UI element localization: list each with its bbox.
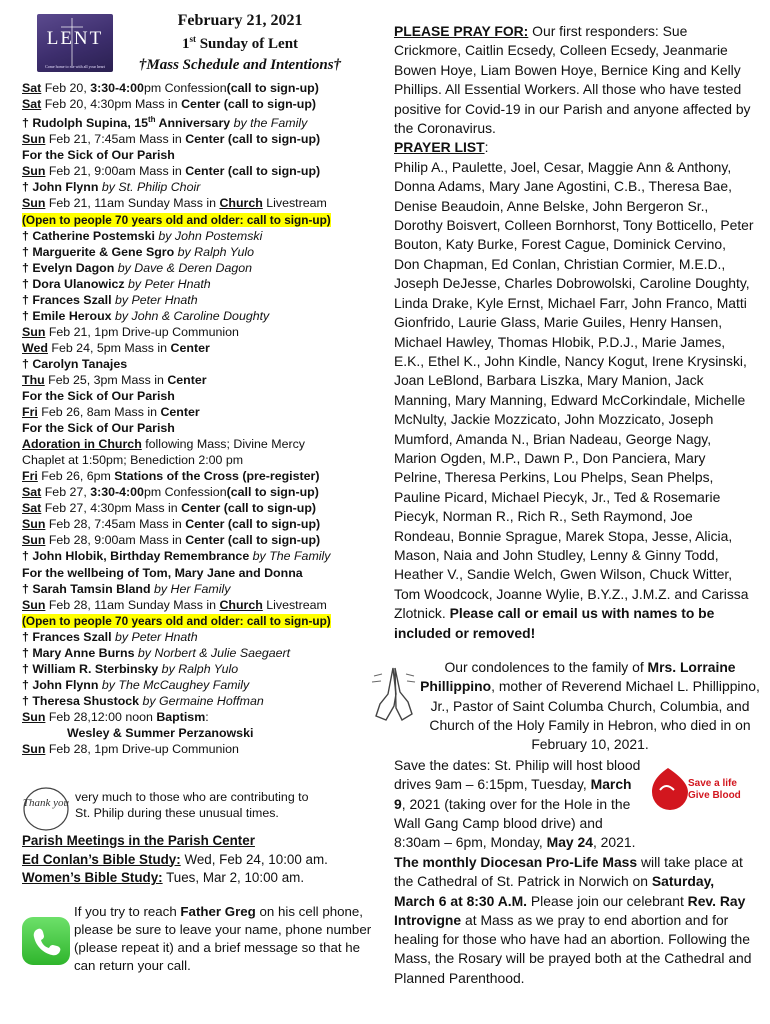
schedule-line: † Dora Ulanowicz by Peter Hnath xyxy=(22,276,211,291)
schedule-line: Wed Feb 24, 5pm Mass in Center xyxy=(22,340,210,355)
blood-logo-line1: Save a life xyxy=(688,778,737,789)
praying-hands-icon xyxy=(368,664,418,724)
parish-meetings xyxy=(22,832,374,888)
schedule-line: † Theresa Shustock by Germaine Hoffman xyxy=(22,693,264,708)
give-blood-logo xyxy=(646,762,746,814)
schedule-line: † Frances Szall by Peter Hnath xyxy=(22,629,198,644)
pro-life-mass-note: The monthly Diocesan Pro-Life Mass will take place at the Cathedral of St. Patrick in Norwich on Saturday, March 6 at 8:30 A.M. Please join our celebrant Rev. Ray Introvigne at Mass as we pray to end abortion and for healing for those who have had an abortion. Following the Mass, the Rosary will be prayed both at the Cathedral and Planned Parenthood. xyxy=(394,854,752,986)
bulletin-date: February 21, 2021 xyxy=(177,12,303,29)
schedule-line: Chaplet at 1:50pm; Benediction 2:00 pm xyxy=(22,453,244,468)
schedule-line: † John Flynn by The McCaughey Family xyxy=(22,677,250,692)
schedule-line: (Open to people 70 years old and older: call to sign-up) xyxy=(22,212,331,227)
prayer-list-names: Philip A., Paulette, Joel, Cesar, Maggie Ann & Anthony, Donna Adams, Mary Jane Agostini, C.B., Theresa Bae, Denise Beaudoin, Anne Belske, John Bergeron Sr., Dorothy Boisvert, Colleen Bornhorst, Tony Botticello, Peter Bouton, Katy Burke, Forest Cague, Dominick Cervino, Don Chapman, Ed Conlan, Christian Cormier, M.E.D., Joseph DeJesse, Charles Dobrowolski, Caroline Doughty, Linda Drake, Kyle Ernst, Michael Farr, John Franco, Matti Gionfrido, Laurie Glass, Marie Guiles, Henry Hansen, Michael Hawley, Thomas Hlobik, P.D.J., Marie James, E.K., Ethel K., John Kindle, Nancy Kogut, Irene Krysinski, Joan LeBlond, Barbara Liszka, Mary Manion, Jack Manning, Mary Manning, Edward McCorkindale, Michelle McNulty, Jackie Mozzicato, John Mozzicato, Joseph Mumford, Amanda N., Brian Nadeau, George Nagy, Marion Ogden, M.P., Dawn P., Don Panciera, Mary Pelrine, Theresa Perkins, Lou Phelps, Sean Phelps, Pauline Picard, Michael Piecyk, Jr., Ted & Rosemarie Piecyk, Norman R., Rich R., Seth Raymond, Joe Rondeau, Bonnie Sprague, Marek Stopa, Jesse, Alicia, Mason, Naia and John Studley, Lenny & Ginny Todd, Heather V., Sandie Welch, Gwen Wilson, Chuck Witter, Tom Woodcock, Joanne Wylie, B.Y.Z., J.M.Z. and Carissa Zlotnick. Please call or email us with names to be included or removed! xyxy=(394,158,754,641)
schedule-line: † Carolyn Tanajes xyxy=(22,356,128,371)
blood-logo-line2: Give Blood xyxy=(688,790,741,801)
schedule-line: † John Hlobik, Birthday Remembrance by The Family xyxy=(22,549,331,564)
schedule-line: (Open to people 70 years old and older: call to sign-up) xyxy=(22,613,331,628)
pray-for-paragraph: PLEASE PRAY FOR: Our first responders: Sue Crickmore, Caitlin Ecsedy, Colleen Ecsedy, Jeanmarie Bowen Hoye, Liam Bowen Hoye, Bernice King and Kelly Phillips. All Essential Workers. All those who have tested positive for Covid-19 in our Parish and anyone affected by the Coronavirus. xyxy=(394,23,751,137)
schedule-line: † Sarah Tamsin Bland by Her Family xyxy=(22,581,231,596)
thank-you-icon xyxy=(22,785,70,833)
schedule-line: Adoration in Church following Mass; Divine Mercy xyxy=(22,437,305,452)
meeting-item: Women’s Bible Study: Tues, Mar 2, 10:00 am. xyxy=(22,870,305,885)
prayer-list: PRAYER LIST: xyxy=(394,139,489,156)
thank-you-icon-text: Thank you xyxy=(22,797,70,809)
schedule-line: Sat Feb 27, 3:30-4:00pm Confession(call to sign-up) xyxy=(22,485,319,500)
schedule-line: Sun Feb 21, 11am Sunday Mass in Church Livestream xyxy=(22,196,327,211)
blood-drive-text: Save the dates: St. Philip will host blood drives 9am – 6:15pm, Tuesday, March 9, 2021 (taking over for the Hole in the Wall Gang Camp blood drive) and 8:30am – 6pm, Monday, May 24, 2021. xyxy=(394,757,641,851)
schedule-line: For the wellbeing of Tom, Mary Jane and Donna xyxy=(22,565,303,580)
schedule-line: † Frances Szall by Peter Hnath xyxy=(22,292,198,307)
condolences: Our condolences to the family of Mrs. Lorraine Phillippino, mother of Reverend Michael L. Phillippino, Jr., Pastor of Saint Columba Church, Columbia, and Church of the Holy Family in Hebron, who died in on February 10, 2021. xyxy=(420,659,760,753)
schedule-line: Fri Feb 26, 8am Mass in Center xyxy=(22,405,200,420)
schedule-line: † Catherine Postemski by John Postemski xyxy=(22,228,263,243)
lent-logo xyxy=(37,14,113,72)
schedule-line: Wesley & Summer Perzanowski xyxy=(67,726,254,740)
sunday-title: 1st Sunday of Lent xyxy=(181,34,299,52)
thanks-line: very much to those who are contributing to xyxy=(75,790,309,804)
schedule-line: Sun Feb 28,12:00 noon Baptism: xyxy=(22,709,209,724)
schedule-line: Thu Feb 25, 3pm Mass in Center xyxy=(22,372,207,387)
prayer-section xyxy=(394,22,754,643)
schedule-line: For the Sick of Our Parish xyxy=(22,421,175,436)
schedule-line: † Marguerite & Gene Sgro by Ralph Yulo xyxy=(22,244,255,259)
mass-schedule xyxy=(22,80,374,757)
schedule-line: Sat Feb 20, 3:30-4:00pm Confession(call to sign-up) xyxy=(22,81,319,95)
schedule-line: † John Flynn by St. Philip Choir xyxy=(22,180,201,195)
schedule-line: Sun Feb 21, 9:00am Mass in Center (call to sign-up) xyxy=(22,164,321,179)
schedule-line: Sun Feb 28, 7:45am Mass in Center (call to sign-up) xyxy=(22,517,321,532)
schedule-line: For the Sick of Our Parish xyxy=(22,148,175,163)
lent-logo-tagline: Come home to me with all your heart xyxy=(45,64,105,69)
phone-note-text: If you try to reach Father Greg on his cell phone, please be sure to leave your name, phone number (please repeat it) and a brief message so that he can return your call. xyxy=(74,904,372,974)
schedule-line: † William R. Sterbinsky by Ralph Yulo xyxy=(22,661,239,676)
meeting-item: Ed Conlan’s Bible Study: Wed, Feb 24, 10:00 am. xyxy=(22,851,328,867)
schedule-line: For the Sick of Our Parish xyxy=(22,389,175,404)
schedule-line: Sun Feb 28, 11am Sunday Mass in Church Livestream xyxy=(22,597,327,612)
schedule-line: Fri Feb 26, 6pm Stations of the Cross (pre-register) xyxy=(22,469,320,484)
schedule-line: Sun Feb 21, 7:45am Mass in Center (call to sign-up) xyxy=(22,132,321,147)
schedule-line: Sun Feb 28, 9:00am Mass in Center (call to sign-up) xyxy=(22,533,321,548)
thanks-line: St. Philip during these unusual times. xyxy=(75,806,279,820)
lent-logo-word: LENT xyxy=(46,28,104,49)
schedule-line: † Evelyn Dagon by Dave & Deren Dagon xyxy=(22,260,253,275)
thank-you-note xyxy=(22,785,374,833)
schedule-line: Sat Feb 20, 4:30pm Mass in Center (call to sign-up) xyxy=(22,97,317,112)
meetings-heading: Parish Meetings in the Parish Center xyxy=(22,833,255,848)
phone-icon xyxy=(22,917,70,965)
schedule-line: Sat Feb 27, 4:30pm Mass in Center (call to sign-up) xyxy=(22,501,317,516)
schedule-line: † Mary Anne Burns by Norbert & Julie Saegaert xyxy=(22,645,291,660)
schedule-line: † Rudolph Supina, 15th Anniversary by the Family xyxy=(22,115,308,131)
schedule-line: † Emile Heroux by John & Caroline Doughty xyxy=(22,308,270,323)
schedule-line: Sun Feb 28, 1pm Drive-up Communion xyxy=(22,742,239,757)
schedule-line: Sun Feb 21, 1pm Drive-up Communion xyxy=(22,324,239,339)
schedule-title: †Mass Schedule and Intentions† xyxy=(138,57,342,73)
